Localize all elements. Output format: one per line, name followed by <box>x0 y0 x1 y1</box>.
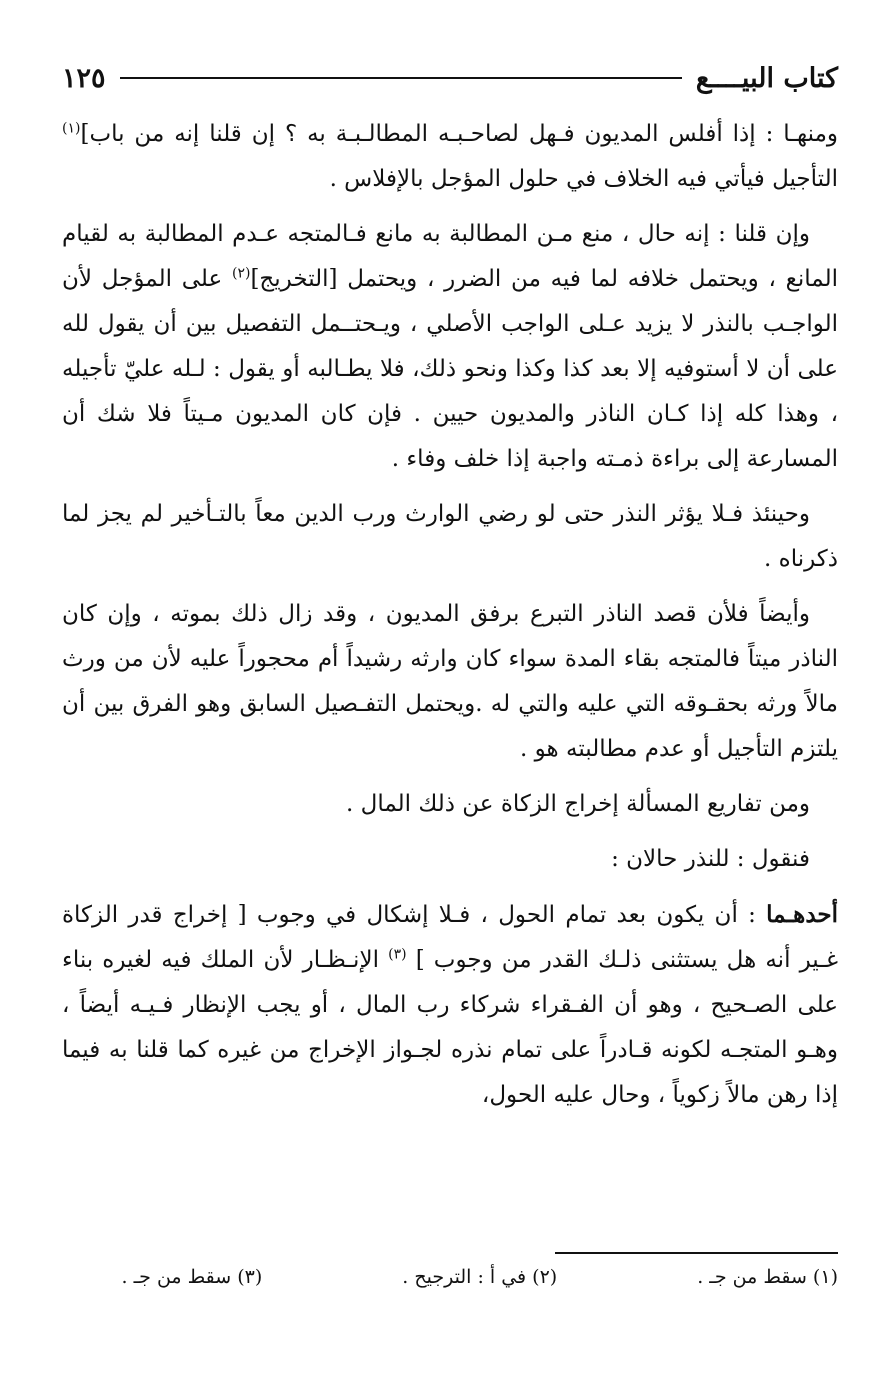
footnote-3: (٣) سقط من جـ . <box>121 1266 263 1288</box>
footnote-marker: (٣) <box>388 946 407 963</box>
bold-lead-word: أحدهـما <box>766 901 838 928</box>
footnote-2: (٢) في أ : الترجيح . <box>402 1266 558 1288</box>
paragraph <box>62 782 838 827</box>
paragraph <box>62 212 838 482</box>
footnote-separator <box>555 1252 838 1254</box>
footnote-marker: (١) <box>62 120 81 137</box>
paragraph <box>62 592 838 772</box>
text-segment: على المؤجل لأن الواجـب بالنذر لا يزيد عـلى الواجب الأصلي ، ويـحتــمل التفصيل بين أن يقول لله على أن لا أستوفيه إلا بعد كذا وكذا ونحو ذلك، فلا يطـالبه أو يقول : لـله عليّ تأجيله ، وهذا كله إذا كـان الناذر والمديون حيين . فإن كان المديون مـيتاً فلا شك أن المسارعة إلى براءة ذمـته واجبة إذا خلف وفاء . <box>62 266 838 472</box>
header-rule <box>120 77 682 79</box>
text-segment: وحينئذ فـلا يؤثر النذر حتى لو رضي الوارث ورب الدين معاً بالتـأخير لم يجز لما ذكرناه . <box>62 501 838 572</box>
footnotes <box>62 1266 838 1288</box>
text-segment: التأجيل فيأتي فيه الخلاف في حلول المؤجل بالإفلاس . <box>329 166 838 192</box>
text-segment: وأيضاً فلأن قصد الناذر التبرع برفق المديون ، وقد زال ذلك بموته ، وإن كان الناذر ميتاً فالمتجه بقاء المدة سواء كان وارثه رشيداً أم محجوراً عليه لأن من ورث مالاً ورثه بحقـوقه التي عليه والتي له .ويحتمل التفـصيل السابق وهو الفرق بين أن يلتزم التأجيل أو عدم مطالبته هو . <box>62 601 838 762</box>
text-segment: : أن يكون بعد تمام الحول ، فـلا إشكال في وجوب [ إخراج قدر الزكاة غـير أنه هل يستثنى ذلـك القدر من وجوب ] <box>62 902 838 973</box>
book-title: كتاب البيــــع <box>695 62 838 94</box>
text-segment: وإن قلنا : إنه حال ، منع مـن المطالبة به مانع فـالمتجه عـدم المطالبة به لقيام المانع ، ويحتمل خلافه لما فيه من الضرر ، ويحتمل [التخريج] <box>62 221 838 292</box>
footnote-1: (١) سقط من جـ . <box>697 1266 838 1288</box>
text-segment: فنقول : للنذر حالان : <box>611 846 810 872</box>
text-segment: ومن تفاريع المسألة إخراج الزكاة عن ذلك المال . <box>346 791 810 817</box>
paragraph <box>62 892 838 1118</box>
footnote-marker: (٢) <box>231 265 251 282</box>
paragraph <box>62 492 838 582</box>
page <box>62 58 838 1288</box>
page-header <box>62 58 838 98</box>
paragraph <box>62 837 838 882</box>
body-text <box>62 112 838 1118</box>
paragraph <box>62 112 838 202</box>
page-number: ١٢٥ <box>62 62 106 94</box>
text-segment: الإنـظـار لأن الملك فيه لغيره بناء على الصـحيح ، وهو أن الفـقراء شركاء رب المال ، أو يجب الإنظار فـيـه أيضاً ، وهـو المتجـه لكونه قـادراً على تمام نذره لجـواز الإخراج من غيره كما قلنا به فيما إذا رهن مالاً زكوياً ، وحال عليه الحول، <box>62 947 838 1108</box>
text-segment: ومنهـا : إذا أفلس المديون فـهل لصاحـبـه المطالـبـة به ؟ إن قلنا إنه من باب] <box>80 121 838 147</box>
